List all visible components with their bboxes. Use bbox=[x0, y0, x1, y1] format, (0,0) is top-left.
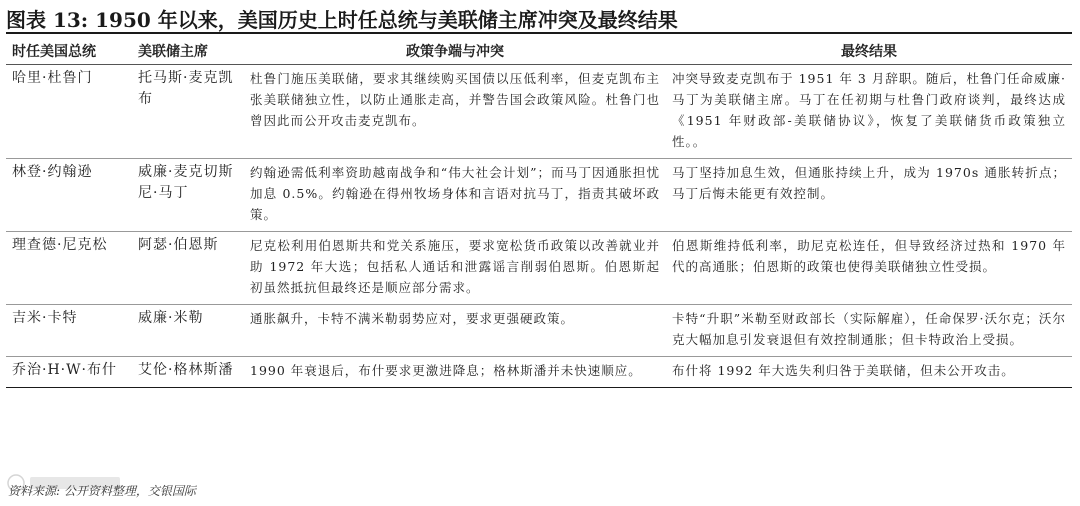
header-result: 最终结果 bbox=[666, 38, 1072, 65]
table-row bbox=[6, 65, 1072, 159]
result-cell: 布什将 1992 年大选失利归咎于美联储，但未公开攻击。 bbox=[666, 357, 1072, 388]
result-cell: 伯恩斯维持低利率，助尼克松连任，但导致经济过热和 1970 年代的高通胀；伯恩斯的政策也使得美联储独立性受损。 bbox=[666, 232, 1072, 305]
chair-cell: 威廉·米勒 bbox=[132, 305, 244, 357]
president-cell: 理查德·尼克松 bbox=[6, 232, 132, 305]
chart-title: 图表 13: 1950 年以来，美国历史上时任总统与美联储主席冲突及最终结果 bbox=[6, 6, 1072, 34]
table-row bbox=[6, 357, 1072, 388]
chair-cell: 艾伦·格林斯潘 bbox=[132, 357, 244, 388]
result-cell: 卡特“升职”米勒至财政部长（实际解雇），任命保罗·沃尔克；沃尔克大幅加息引发衰退但有效控制通胀；但卡特政治上受损。 bbox=[666, 305, 1072, 357]
source-note: 资料来源: 公开资料整理，交银国际 bbox=[8, 484, 196, 498]
president-cell: 林登·约翰逊 bbox=[6, 159, 132, 232]
header-chair: 美联储主席 bbox=[132, 38, 244, 65]
conflict-cell: 1990 年衰退后，布什要求更激进降息；格林斯潘并未快速顺应。 bbox=[244, 357, 666, 388]
chair-cell: 阿瑟·伯恩斯 bbox=[132, 232, 244, 305]
chair-cell: 托马斯·麦克凯布 bbox=[132, 65, 244, 159]
table-row bbox=[6, 305, 1072, 357]
header-conflict: 政策争端与冲突 bbox=[244, 38, 666, 65]
conflict-cell: 通胀飙升，卡特不满米勒弱势应对，要求更强硬政策。 bbox=[244, 305, 666, 357]
table-row bbox=[6, 232, 1072, 305]
president-cell: 乔治·H·W·布什 bbox=[6, 357, 132, 388]
header-president: 时任美国总统 bbox=[6, 38, 132, 65]
result-cell: 冲突导致麦克凯布于 1951 年 3 月辞职。随后，杜鲁门任命威廉·马丁为美联储主席。马丁在任初期与杜鲁门政府谈判，最终达成《1951 年财政部-美联储协议》，恢复了美联储货币政策独立性。。 bbox=[666, 65, 1072, 159]
president-cell: 哈里·杜鲁门 bbox=[6, 65, 132, 159]
president-cell: 吉米·卡特 bbox=[6, 305, 132, 357]
conflict-cell: 杜鲁门施压美联储，要求其继续购买国债以压低利率，但麦克凯布主张美联储独立性，以防止通胀走高，并警告国会政策风险。杜鲁门也曾因此而公开攻击麦克凯布。 bbox=[244, 65, 666, 159]
conflict-table bbox=[6, 38, 1072, 388]
table-row bbox=[6, 159, 1072, 232]
conflict-cell: 尼克松利用伯恩斯共和党关系施压，要求宽松货币政策以改善就业并助 1972 年大选；包括私人通话和泄露谣言削弱伯恩斯。伯恩斯起初虽然抵抗但最终还是顺应部分需求。 bbox=[244, 232, 666, 305]
conflict-cell: 约翰逊需低利率资助越南战争和“伟大社会计划”；而马丁因通胀担忧加息 0.5%。约翰逊在得州牧场身体和言语对抗马丁，指责其破坏政策。 bbox=[244, 159, 666, 232]
result-cell: 马丁坚持加息生效，但通胀持续上升，成为 1970s 通胀转折点；马丁后悔未能更有效控制。 bbox=[666, 159, 1072, 232]
chair-cell: 威廉·麦克切斯尼·马丁 bbox=[132, 159, 244, 232]
table-header-row bbox=[6, 38, 1072, 65]
